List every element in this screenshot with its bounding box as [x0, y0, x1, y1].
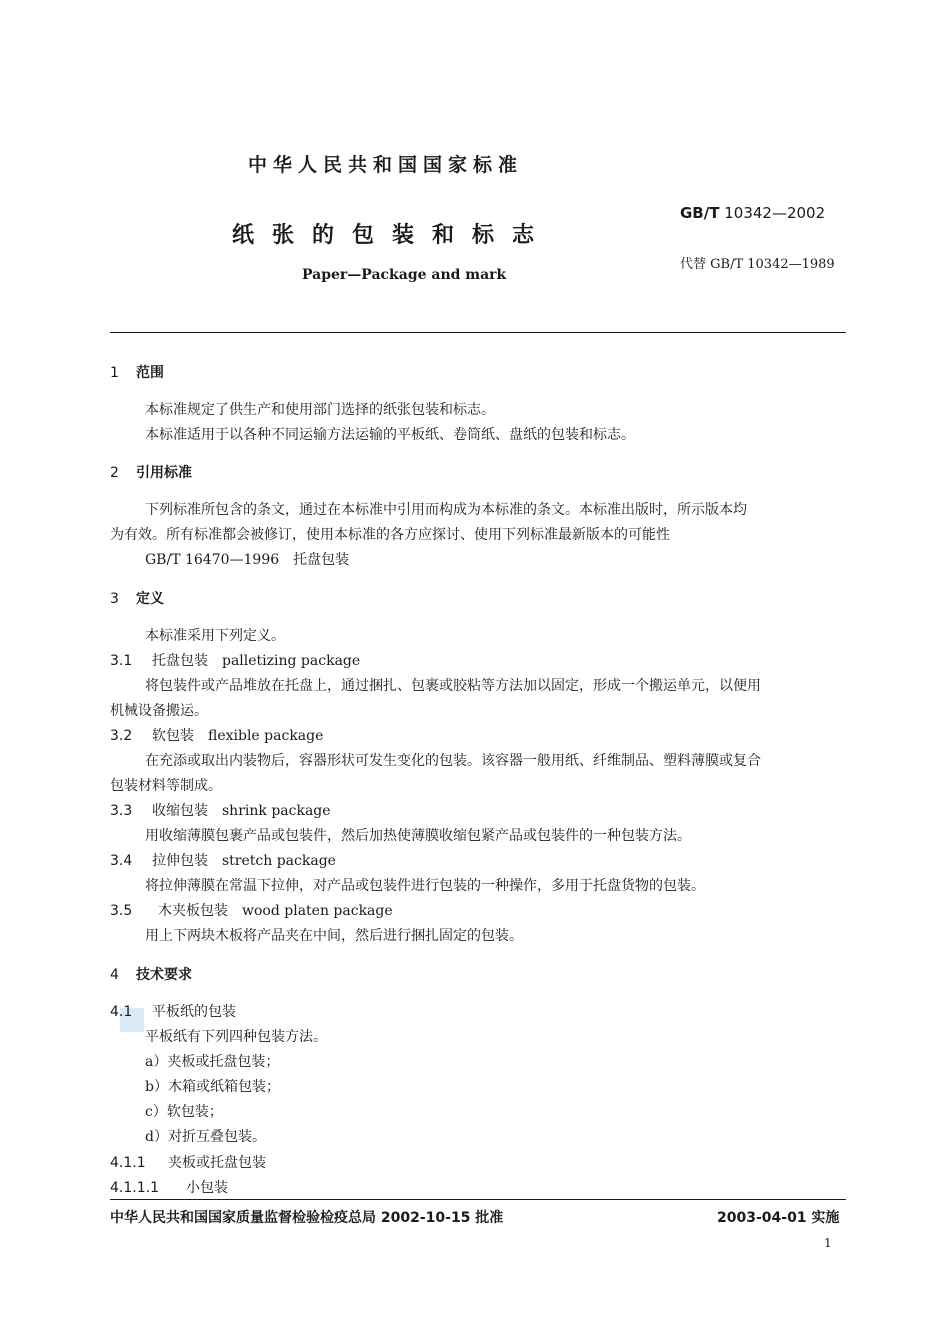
standard-prefix: GB/T: [680, 204, 720, 222]
clause-number: 3.2: [110, 728, 133, 744]
list-item: c）软包装；: [145, 1104, 223, 1120]
paragraph: 本标准采用下列定义。: [145, 628, 285, 644]
page-number: 1: [824, 1236, 832, 1250]
normative-reference: GB/T 16470—1996 托盘包装: [145, 552, 350, 568]
list-item: d）对折互叠包装。: [145, 1129, 266, 1145]
replaces-standard: 代替 GB/T 10342—1989: [680, 257, 835, 272]
paragraph: 本标准规定了供生产和使用部门选择的纸张包装和标志。: [145, 402, 495, 418]
effective-date: 2003-04-01 实施: [717, 1210, 840, 1226]
term-en: palletizing package: [222, 653, 361, 669]
clause-number: 4.1: [110, 1004, 133, 1020]
term-cn: 软包装: [152, 728, 194, 744]
section-number: 1: [110, 365, 119, 381]
term-cn: 托盘包装: [152, 653, 208, 669]
paragraph: 下列标准所包含的条文，通过在本标准中引用而构成为本标准的条文。本标准出版时，所示版本均: [145, 502, 747, 518]
footer-divider: [110, 1199, 846, 1200]
section-title: 技术要求: [136, 967, 192, 983]
term-en: shrink package: [222, 803, 331, 819]
clause-number: 4.1.1.1: [110, 1180, 159, 1196]
clause-4-1-1-1-heading: [110, 1177, 228, 1197]
definition-text: 在充添或取出内装物后，容器形状可发生变化的包装。该容器一般用纸、纤维制品、塑料薄膜或复合: [145, 753, 761, 769]
definition-text-cont: 包装材料等制成。: [110, 778, 222, 794]
term-cn: 收缩包装: [152, 803, 208, 819]
paragraph: 本标准适用于以各种不同运输方法运输的平板纸、卷筒纸、盘纸的包装和标志。: [145, 427, 635, 443]
definition-3-5-heading: [110, 900, 393, 920]
paragraph: 平板纸有下列四种包装方法。: [145, 1029, 327, 1045]
standard-number: [680, 204, 825, 222]
section-4-heading: [110, 964, 192, 984]
clause-number: 4.1.1: [110, 1155, 146, 1171]
section-number: 3: [110, 591, 119, 607]
term-cn: 木夹板包装: [158, 903, 228, 919]
definition-text: 将拉伸薄膜在常温下拉伸，对产品或包装件进行包装的一种操作，多用于托盘货物的包装。: [145, 878, 705, 894]
clause-number: 3.4: [110, 853, 133, 869]
definition-text: 用上下两块木板将产品夹在中间，然后进行捆扎固定的包装。: [145, 928, 523, 944]
clause-number: 3.1: [110, 653, 133, 669]
section-1-heading: [110, 362, 164, 382]
approval-statement: 中华人民共和国国家质量监督检验检疫总局 2002-10-15 批准: [110, 1210, 504, 1226]
issuing-body-title: 中华人民共和国国家标准: [248, 154, 524, 176]
section-number: 2: [110, 465, 119, 481]
clause-title: 小包装: [186, 1180, 228, 1196]
section-title: 定义: [136, 591, 164, 607]
definition-3-2-heading: [110, 725, 323, 745]
definition-text: 将包装件或产品堆放在托盘上，通过捆扎、包裹或胶粘等方法加以固定，形成一个搬运单元，以便用: [145, 678, 761, 694]
section-number: 4: [110, 967, 119, 983]
section-2-heading: [110, 462, 192, 482]
document-subtitle-en: Paper—Package and mark: [302, 267, 507, 283]
list-item: a）夹板或托盘包装；: [145, 1054, 280, 1070]
term-en: wood platen package: [242, 903, 393, 919]
definition-text: 用收缩薄膜包裹产品或包装件，然后加热使薄膜收缩包紧产品或包装件的一种包装方法。: [145, 828, 691, 844]
section-3-heading: [110, 588, 164, 608]
clause-title: 平板纸的包装: [152, 1004, 236, 1020]
list-item: b）木箱或纸箱包装；: [145, 1079, 280, 1095]
section-title: 引用标准: [136, 465, 192, 481]
clause-number: 3.3: [110, 803, 133, 819]
clause-4-1-heading: [110, 1001, 236, 1021]
term-cn: 拉伸包装: [152, 853, 208, 869]
section-title: 范围: [136, 365, 164, 381]
definition-3-4-heading: [110, 850, 336, 870]
definition-text-cont: 机械设备搬运。: [110, 703, 208, 719]
paragraph-continuation: 为有效。所有标准都会被修订，使用本标准的各方应探讨、使用下列标准最新版本的可能性: [110, 527, 670, 543]
clause-title: 夹板或托盘包装: [168, 1155, 266, 1171]
clause-number: 3.5: [110, 903, 133, 919]
header-divider: [110, 332, 846, 333]
document-title: 纸张的包装和标志: [232, 223, 553, 248]
term-en: stretch package: [222, 853, 336, 869]
definition-3-3-heading: [110, 800, 331, 820]
standard-code: 10342—2002: [719, 204, 826, 222]
clause-4-1-1-heading: [110, 1152, 266, 1172]
definition-3-1-heading: [110, 650, 360, 670]
term-en: flexible package: [208, 728, 324, 744]
